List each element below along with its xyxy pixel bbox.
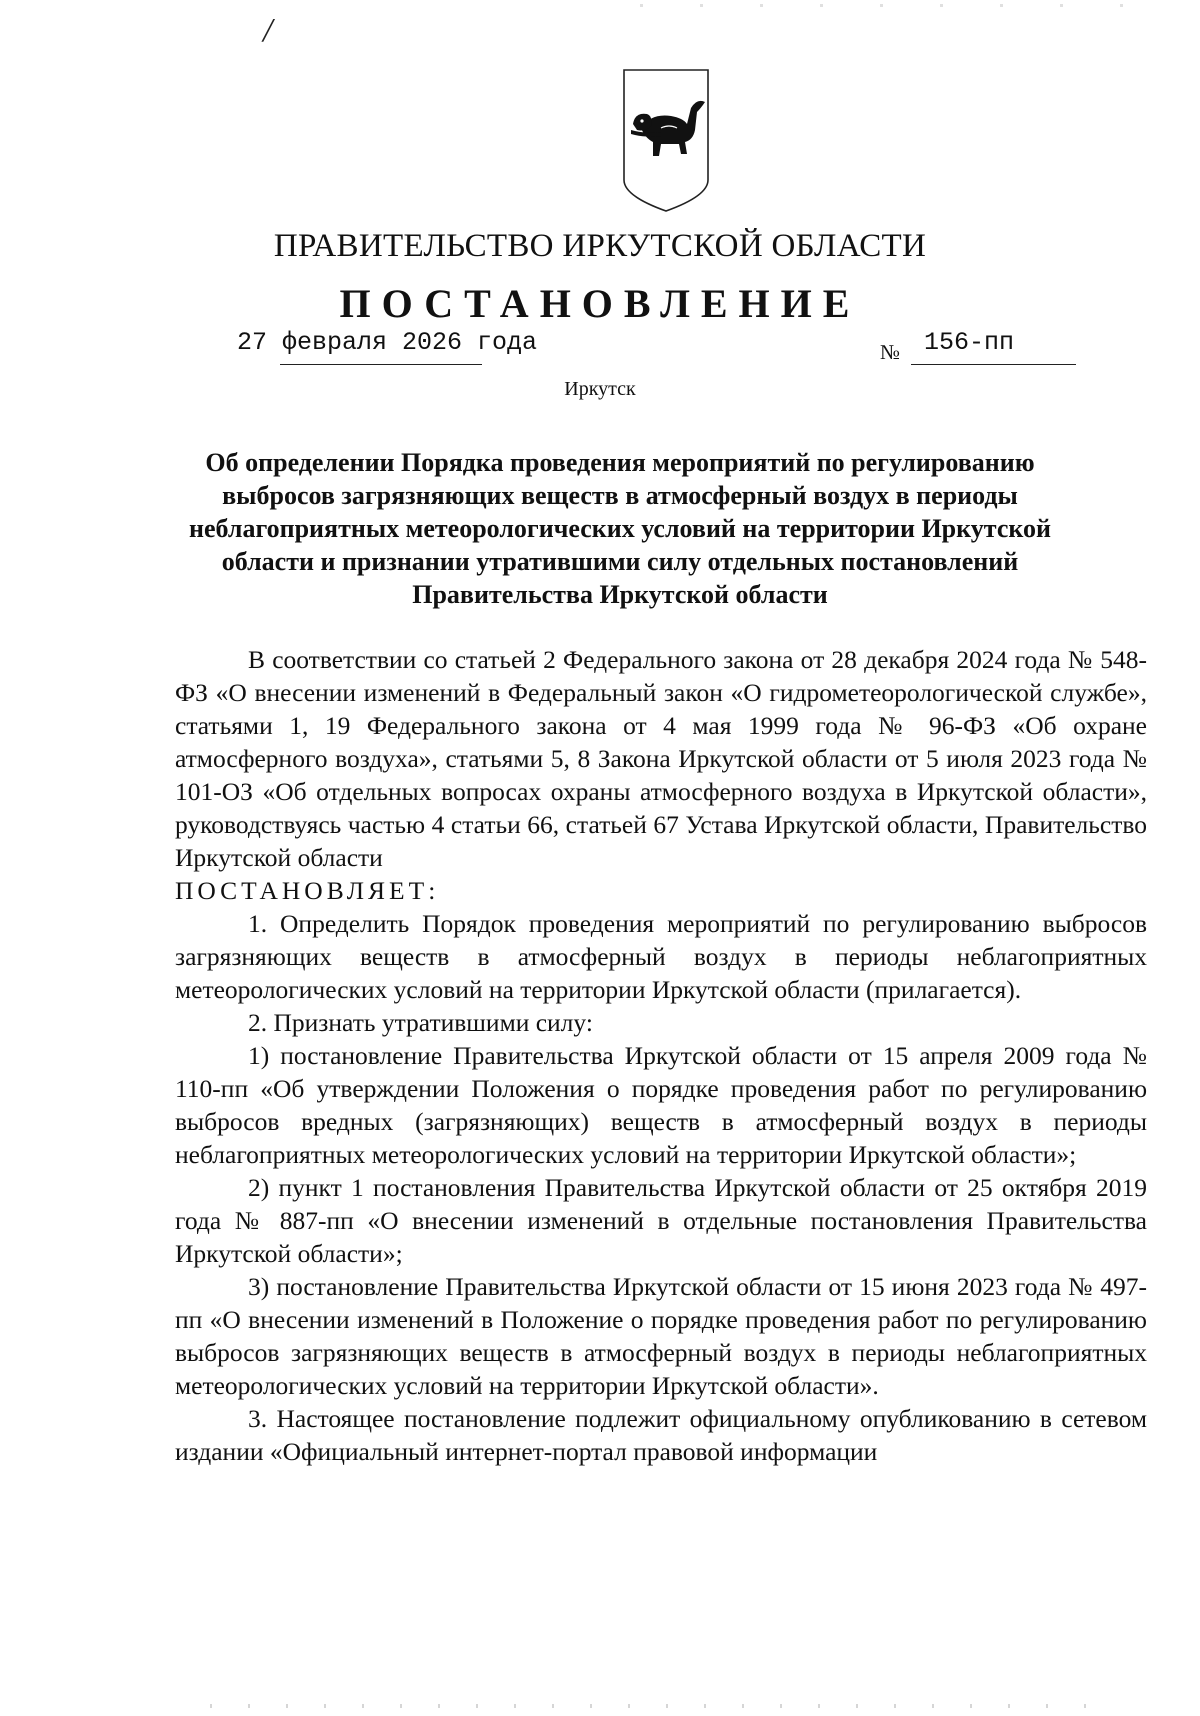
document-date: 27 февраля 2026 года xyxy=(237,328,538,357)
document-type: ПОСТАНОВЛЕНИЕ xyxy=(339,281,861,326)
item-2-1-paragraph: 1) постановление Правительства Иркутской области от 15 апреля 2009 года № 110-пп «Об утверждении Положения о порядке проведения работ по регулированию выбросов вредных (загрязняющих) веществ в атмосферный воздух в периоды неблагоприятных метеорологических условий на территории Иркутской области»; xyxy=(175,1041,1147,1169)
item-2-3-paragraph: 3) постановление Правительства Иркутской области от 15 июня 2023 года № 497-пп «О внесении изменений в Положение о порядке проведения работ по регулированию выбросов загрязняющих веществ в атмосферный воздух в периоды неблагоприятных метеорологических условий на территории Иркутской области». xyxy=(175,1272,1147,1400)
item-3-paragraph: 3. Настоящее постановление подлежит официальному опубликованию в сетевом издании «Официальный интернет-портал правовой информации xyxy=(175,1404,1147,1466)
resolves-heading: ПОСТАНОВЛЯЕТ: xyxy=(175,876,440,905)
document-body xyxy=(175,643,1147,1468)
preamble-paragraph: В соответствии со статьей 2 Федерального закона от 28 декабря 2024 года № 548-ФЗ «О внесении изменений в Федеральный закон «О гидрометеорологической службе», статьями 1, 19 Федерального закона от 4 мая 1999 года № 96-ФЗ «Об охране атмосферного воздуха», статьями 5, 8 Закона Иркутской области от 5 июля 2023 года № 101-ОЗ «Об отдельных вопросах охраны атмосферного воздуха в Иркутской области», руководствуясь частью 4 статьи 66, статьей 67 Устава Иркутской области, Правительство Иркутской области xyxy=(175,645,1147,872)
item-2-2-paragraph: 2) пункт 1 постановления Правительства Иркутской области от 25 октября 2019 года № 887-пп «О внесении изменений в отдельные постановления Правительства Иркутской области»; xyxy=(175,1173,1147,1268)
item-1-paragraph: 1. Определить Порядок проведения мероприятий по регулированию выбросов загрязняющих веществ в атмосферный воздух в периоды неблагоприятных метеорологических условий на территории Иркутской области (прилагается). xyxy=(175,909,1147,1004)
document-city: Иркутск xyxy=(564,378,636,400)
date-underline xyxy=(280,364,482,365)
number-sign: № xyxy=(880,340,901,364)
coat-of-arms-irkutsk-icon xyxy=(621,68,711,213)
document-title: Об определении Порядка проведения мероприятий по регулированию выбросов загрязняющих веществ в атмосферный воздух в периоды неблагоприятных метеорологических условий на территории Иркутской области и признании утратившими силу отдельных постановлений Правительства Иркутской области xyxy=(189,448,1051,609)
document-number: 156-пп xyxy=(924,328,1015,357)
scan-artifact-bottom xyxy=(210,1704,1090,1708)
scan-artifact-top xyxy=(640,4,1160,7)
item-2-paragraph: 2. Признать утратившими силу: xyxy=(248,1008,593,1037)
page-mark: / xyxy=(263,12,273,49)
number-underline xyxy=(911,364,1076,365)
government-name: ПРАВИТЕЛЬСТВО ИРКУТСКОЙ ОБЛАСТИ xyxy=(273,228,927,264)
